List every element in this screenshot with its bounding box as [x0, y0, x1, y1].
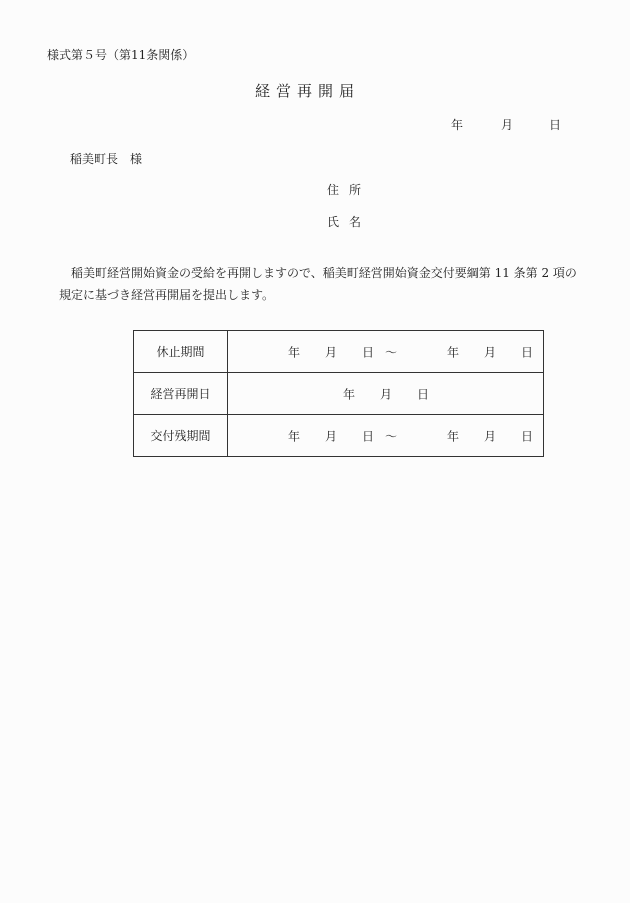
date-year: 年 [451, 118, 464, 132]
remaining-period-value[interactable]: 年 月 日 ～ 年 月 日 [228, 415, 544, 457]
row-label: 経営再開日 [134, 373, 228, 415]
row-label: 休止期間 [134, 331, 228, 373]
date-month: 月 [501, 118, 514, 132]
table-row-suspension-period [134, 331, 544, 373]
suspension-period-value[interactable]: 年 月 日 ～ 年 月 日 [228, 331, 544, 373]
row-label: 交付残期間 [134, 415, 228, 457]
body-line-2: 規定に基づき経営再開届を提出します。 [59, 288, 275, 302]
range-separator: ～ [385, 429, 398, 443]
date-day: 日 [549, 118, 562, 132]
resumption-table [133, 330, 544, 457]
document-title: 経営再開届 [255, 82, 361, 100]
form-number: 様式第５号（第11条関係） [47, 48, 195, 62]
address-label: 住所 [327, 183, 372, 197]
resumption-date-value[interactable]: 年 月 日 [228, 373, 544, 415]
table-row-resumption-date [134, 373, 544, 415]
body-line-1: 稲美町経営開始資金の受給を再開しますので、稲美町経営開始資金交付要綱第 11 条第 2 項の [71, 266, 577, 280]
body-paragraph [47, 262, 587, 306]
name-label: 氏名 [327, 215, 372, 229]
table-row-remaining-period [134, 415, 544, 457]
addressee: 稲美町長 様 [70, 152, 143, 166]
range-separator: ～ [385, 345, 398, 359]
